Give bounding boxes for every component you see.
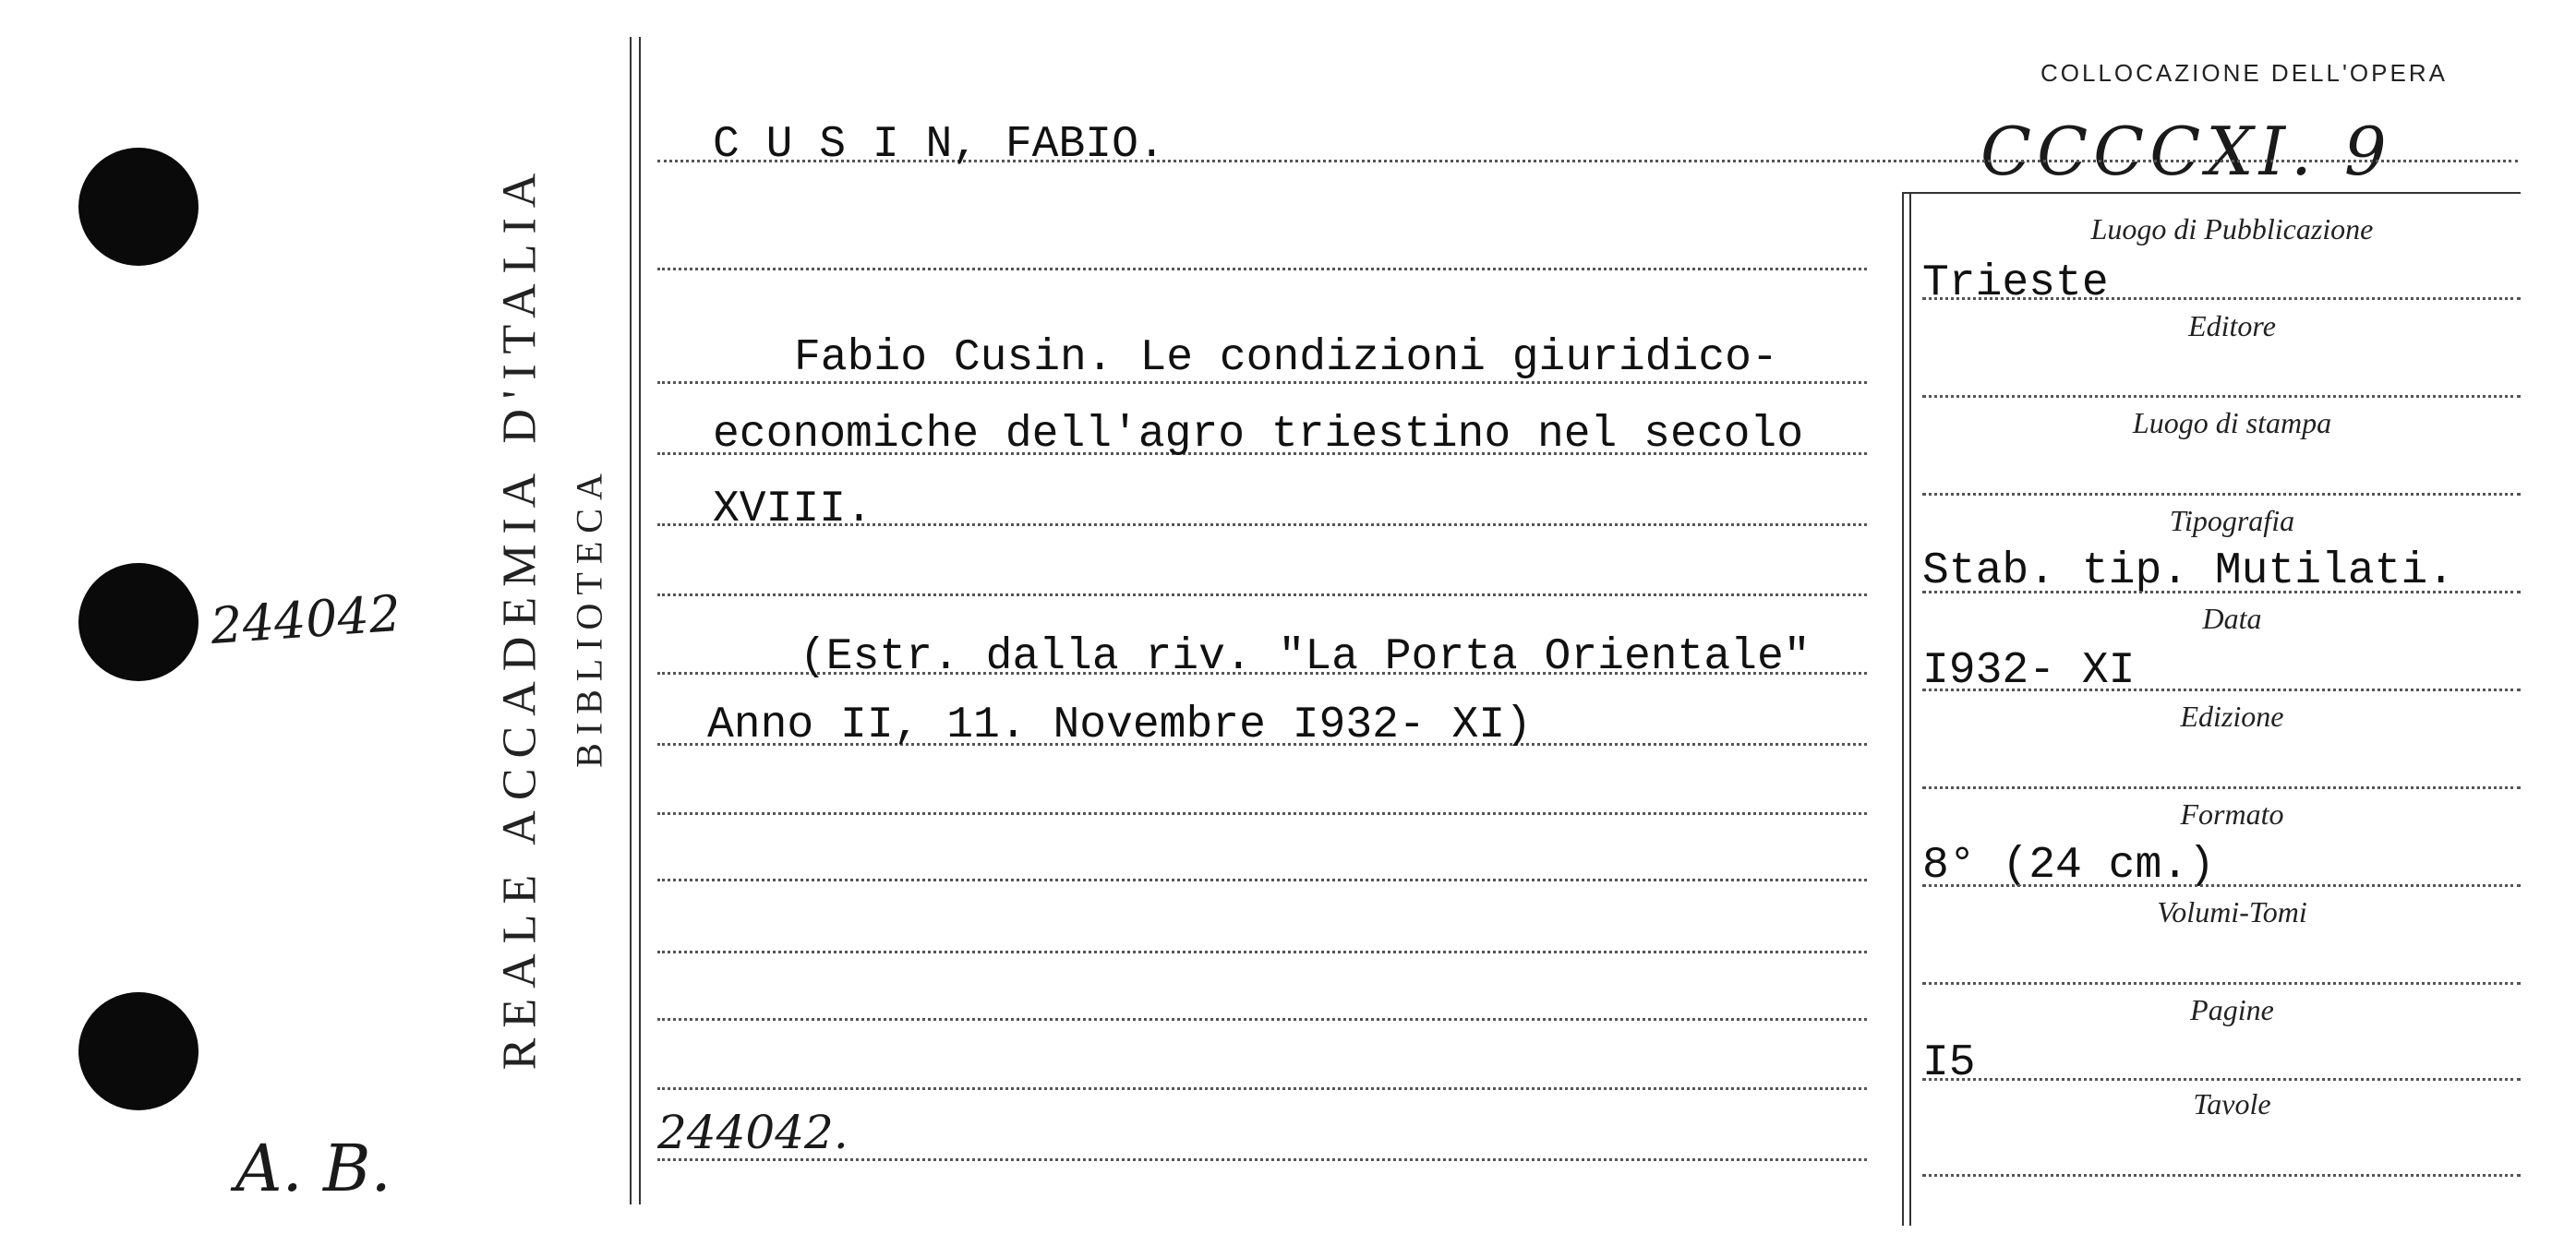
field-line xyxy=(1922,591,2521,593)
department-name: BIBLIOTECA xyxy=(568,465,610,768)
entry-line-12 xyxy=(657,1018,1867,1021)
field-label-pagine: Pagine xyxy=(2190,993,2274,1026)
field-line xyxy=(1922,493,2521,496)
field-value-formato: 8° (24 cm.) xyxy=(1922,841,2215,891)
punch-hole-bottom xyxy=(78,992,199,1110)
field-value-pagine: I5 xyxy=(1922,1038,1976,1088)
field-line xyxy=(1922,395,2521,398)
punch-hole-top xyxy=(78,148,199,266)
left-double-rule-b xyxy=(639,37,641,1204)
entry-line-10 xyxy=(657,879,1867,881)
title-line-3: XVIII. xyxy=(713,485,873,534)
handwritten-number: 244042. xyxy=(657,1106,849,1159)
entry-line-2 xyxy=(657,268,1867,270)
field-line xyxy=(1922,689,2521,691)
field-label-volumi-tomi: Volumi-Tomi xyxy=(2157,895,2307,928)
field-label-data: Data xyxy=(2202,602,2262,635)
field-value-tipografia: Stab. tip. Mutilati. xyxy=(1922,546,2455,596)
field-line xyxy=(1922,1078,2521,1081)
entry-line-11 xyxy=(657,951,1867,953)
fields-box-left-rule-b xyxy=(1909,192,1911,1226)
note-line-1: (Estr. dalla riv. "La Porta Orientale" xyxy=(800,632,1811,682)
field-value-luogo-pubblicazione: Trieste xyxy=(1922,258,2109,308)
field-value-data: I932- XI xyxy=(1922,646,2136,696)
fields-box-left-rule-a xyxy=(1902,192,1904,1226)
field-line xyxy=(1922,297,2521,300)
title-line-1: Fabio Cusin. Le condizioni giuridico- xyxy=(794,333,1778,383)
field-label-edizione: Edizione xyxy=(2180,700,2284,733)
collocation-value: CCCCXI. 9 xyxy=(1980,113,2392,190)
field-line xyxy=(1922,1174,2521,1177)
author-heading: C U S I N, FABIO. xyxy=(713,120,1165,170)
note-line-2: Anno II, 11. Novembre I932- XI) xyxy=(707,701,1532,750)
institution-name: REALE ACCADEMIA D'ITALIA xyxy=(493,162,547,1071)
collocation-label: COLLOCAZIONE DELL'OPERA xyxy=(2040,59,2448,87)
field-label-editore: Editore xyxy=(2188,309,2276,342)
field-label-tavole: Tavole xyxy=(2193,1087,2271,1120)
field-line xyxy=(1922,982,2521,985)
left-double-rule-a xyxy=(630,37,632,1204)
margin-inventory-number: 244042 xyxy=(209,583,403,656)
field-label-luogo-pubblicazione: Luogo di Pubblicazione xyxy=(2090,212,2374,246)
entry-line-6 xyxy=(657,593,1867,596)
field-label-formato: Formato xyxy=(2180,797,2284,831)
field-line xyxy=(1922,884,2521,887)
title-line-2: economiche dell'agro triestino nel secolo xyxy=(713,410,1803,460)
field-line xyxy=(1922,786,2521,789)
fields-box-top-rule xyxy=(1902,192,2521,194)
entry-line-9 xyxy=(657,812,1867,815)
entry-line-13 xyxy=(657,1087,1867,1090)
punch-hole-middle xyxy=(78,563,199,681)
margin-initials: A. B. xyxy=(235,1131,391,1206)
field-label-tipografia: Tipografia xyxy=(2169,504,2295,537)
field-label-luogo-stampa: Luogo di stampa xyxy=(2132,406,2332,439)
